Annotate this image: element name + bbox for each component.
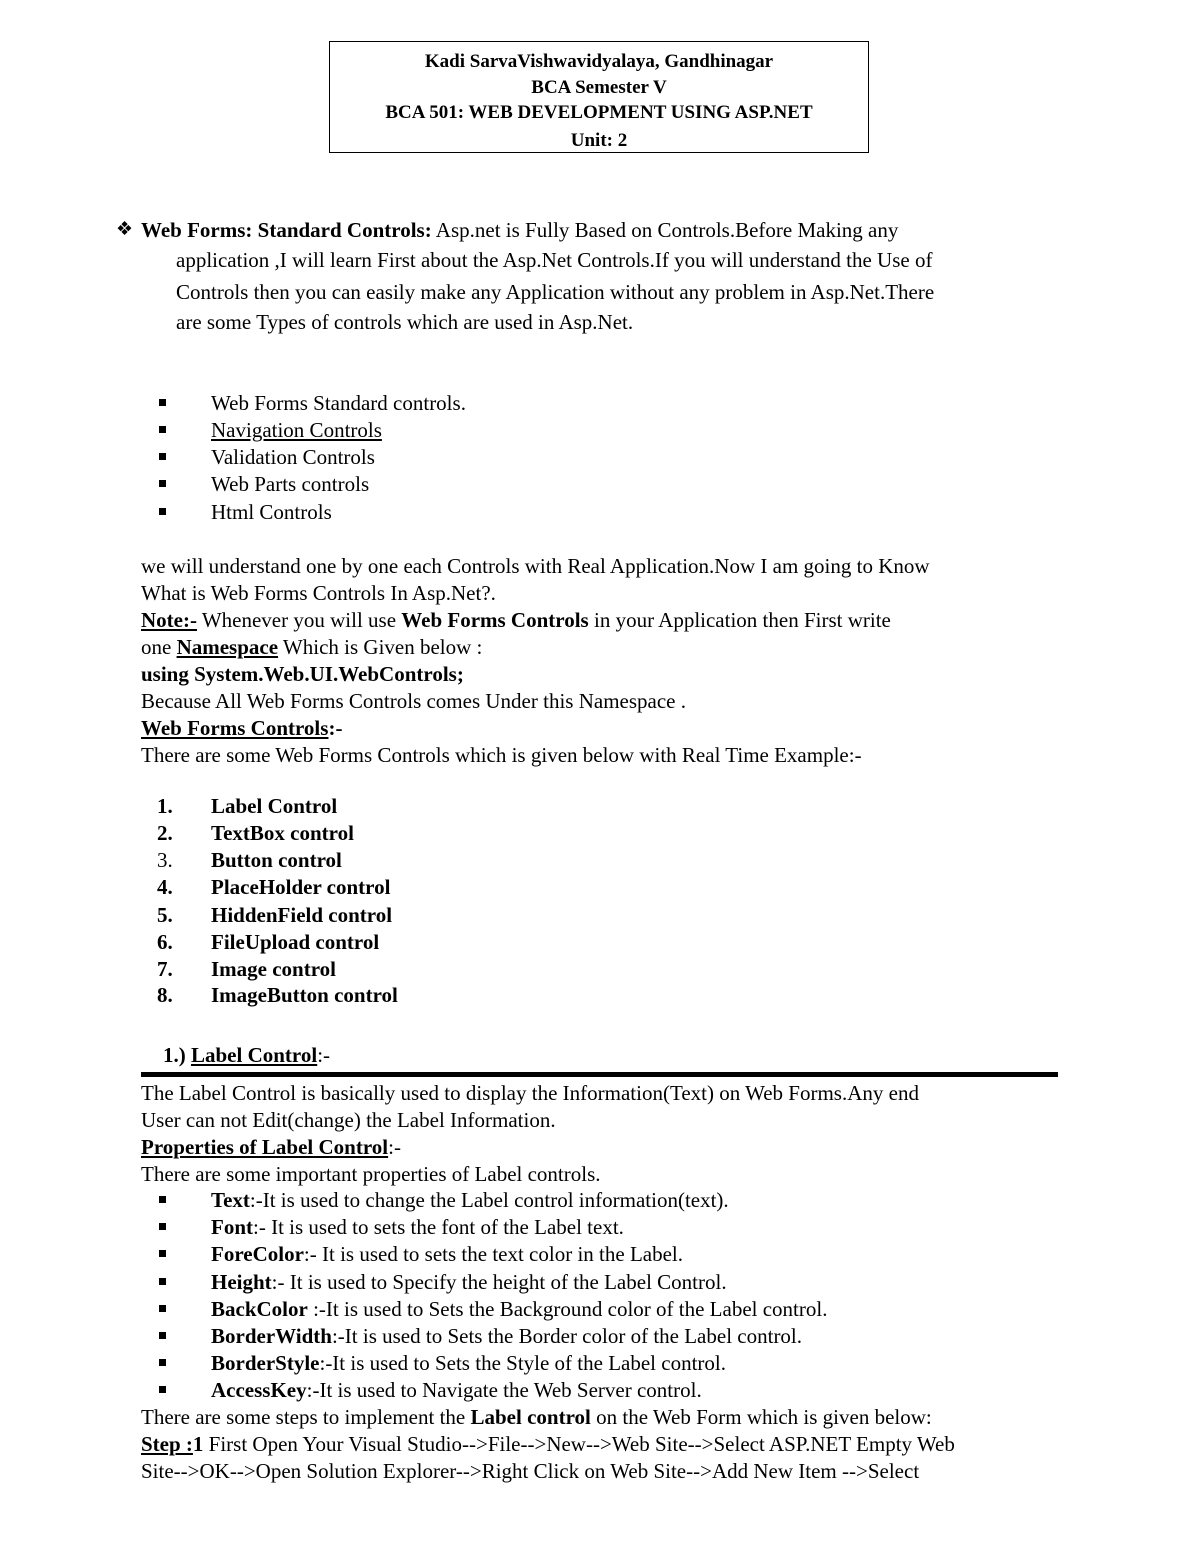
property-name: BackColor [211,1297,308,1321]
square-bullet-icon [159,1278,166,1285]
steps-text: on the Web Form which is given below: [590,1405,932,1429]
property-desc: :-It is used to change the Label control information(text). [249,1188,729,1212]
property-item [211,1296,827,1322]
property-desc: :- It is used to Specify the height of the Label Control. [271,1270,727,1294]
note-text: in your Application then First write [588,608,891,632]
property-item [211,1241,683,1267]
horizontal-rule [141,1072,1058,1077]
namespace-text: one [141,635,177,659]
property-item [211,1350,726,1376]
property-name: Text [211,1188,250,1212]
steps-intro [141,1404,932,1430]
section-heading-suffix: :- [328,716,343,740]
property-name: Height [211,1270,272,1294]
header-box [329,41,869,153]
diamond-bullet-icon: ❖ [116,219,134,240]
property-desc: :-It is used to Navigate the Web Server control. [306,1378,702,1402]
list-number: 7. [157,957,173,981]
list-number: 3. [157,848,173,872]
control-type-item: Validation Controls [211,445,375,469]
property-name: Font [211,1215,253,1239]
list-number: 6. [157,930,173,954]
square-bullet-icon [159,480,166,487]
step-text: First Open Your Visual Studio-->File-->New-->Web Site-->Select ASP.NET Empty Web [203,1432,955,1456]
list-item: Image control [211,957,337,981]
university-name: Kadi SarvaVishwavidyalaya, Gandhinagar [424,51,774,72]
list-item: PlaceHolder control [211,875,391,899]
namespace-line [141,634,482,660]
label-section-prefix: 1.) [163,1043,191,1067]
paragraph-line: The Label Control is basically used to display the Information(Text) on Web Forms.Any end [141,1081,919,1105]
square-bullet-icon [159,1196,166,1203]
namespace-label: Namespace [176,635,279,659]
property-name: ForeColor [211,1242,304,1266]
control-type-item: Navigation Controls [211,418,382,442]
paragraph-line: There are some important properties of Label controls. [141,1162,601,1186]
square-bullet-icon [159,1359,166,1366]
semester: BCA Semester V [531,77,667,98]
intro-line-4: are some Types of controls which are used in Asp.Net. [176,310,634,334]
property-item [211,1269,727,1295]
note-bold: Web Forms Controls [401,608,589,632]
list-item: HiddenField control [211,903,393,927]
properties-heading-suffix: :- [388,1135,401,1159]
control-type-item: Web Forms Standard controls. [211,391,466,415]
property-desc: :-It is used to Sets the Background color of the Label control. [307,1297,828,1321]
list-item: ImageButton control [211,983,398,1007]
square-bullet-icon [159,426,166,433]
property-item [211,1377,702,1403]
step-line [141,1431,955,1457]
properties-heading-text: Properties of Label Control [141,1135,389,1159]
property-name: BorderWidth [211,1324,332,1348]
intro-text: Asp.net is Fully Based on Controls.Before Making any [431,218,899,242]
section-heading-text: Web Forms Controls [141,716,329,740]
list-item: TextBox control [211,821,354,845]
note-text: Whenever you will use [196,608,402,632]
section-heading [141,715,342,741]
control-type-item: Web Parts controls [211,472,370,496]
property-item [211,1214,624,1240]
note-line [141,607,891,633]
step-number: 1 [192,1432,204,1456]
square-bullet-icon [159,1305,166,1312]
label-section-title: Label Control [191,1043,318,1067]
property-name: AccessKey [211,1378,307,1402]
square-bullet-icon [159,453,166,460]
paragraph-line: There are some Web Forms Controls which is given below with Real Time Example:- [141,743,862,767]
list-number: 2. [157,821,173,845]
note-label: Note:- [141,608,197,632]
list-number: 8. [157,983,173,1007]
intro-heading: Web Forms: Standard Controls: [141,218,432,242]
steps-bold: Label control [470,1405,591,1429]
paragraph-line: What is Web Forms Controls In Asp.Net?. [141,581,496,605]
step-line: Site-->OK-->Open Solution Explorer-->Right Click on Web Site-->Add New Item -->Select [141,1459,920,1483]
steps-text: There are some steps to implement the [141,1405,471,1429]
intro-line-3: Controls then you can easily make any Application without any problem in Asp.Net.There [176,280,935,304]
list-item: Button control [211,848,342,872]
control-type-item: Html Controls [211,500,332,524]
intro-line-2: application ,I will learn First about the Asp.Net Controls.If you will understand the Use of [176,248,933,272]
namespace-text: Which is Given below : [278,635,483,659]
list-number: 4. [157,875,173,899]
property-item [211,1323,802,1349]
property-desc: :- It is used to sets the font of the Label text. [253,1215,624,1239]
using-statement: using System.Web.UI.WebControls; [141,662,464,686]
unit-number: Unit: 2 [570,130,628,151]
step-label: Step : [141,1432,193,1456]
property-item [211,1187,729,1213]
property-desc: :-It is used to Sets the Border color of the Label control. [331,1324,803,1348]
property-name: BorderStyle [211,1351,320,1375]
list-item: FileUpload control [211,930,380,954]
square-bullet-icon [159,1332,166,1339]
paragraph-line: we will understand one by one each Controls with Real Application.Now I am going to Know [141,554,930,578]
square-bullet-icon [159,1223,166,1230]
paragraph-line: Because All Web Forms Controls comes Under this Namespace . [141,689,686,713]
list-number: 1. [157,794,173,818]
property-desc: :- It is used to sets the text color in the Label. [303,1242,683,1266]
square-bullet-icon [159,399,166,406]
properties-heading [141,1134,401,1160]
intro-first-line [141,217,898,243]
square-bullet-icon [159,508,166,515]
property-desc: :-It is used to Sets the Style of the Label control. [319,1351,726,1375]
paragraph-line: User can not Edit(change) the Label Information. [141,1108,556,1132]
square-bullet-icon [159,1250,166,1257]
list-number: 5. [157,903,173,927]
course-title: BCA 501: WEB DEVELOPMENT USING ASP.NET [385,102,813,123]
list-item: Label Control [211,794,338,818]
square-bullet-icon [159,1386,166,1393]
label-section-suffix: :- [317,1043,331,1067]
label-section-heading [163,1042,330,1068]
